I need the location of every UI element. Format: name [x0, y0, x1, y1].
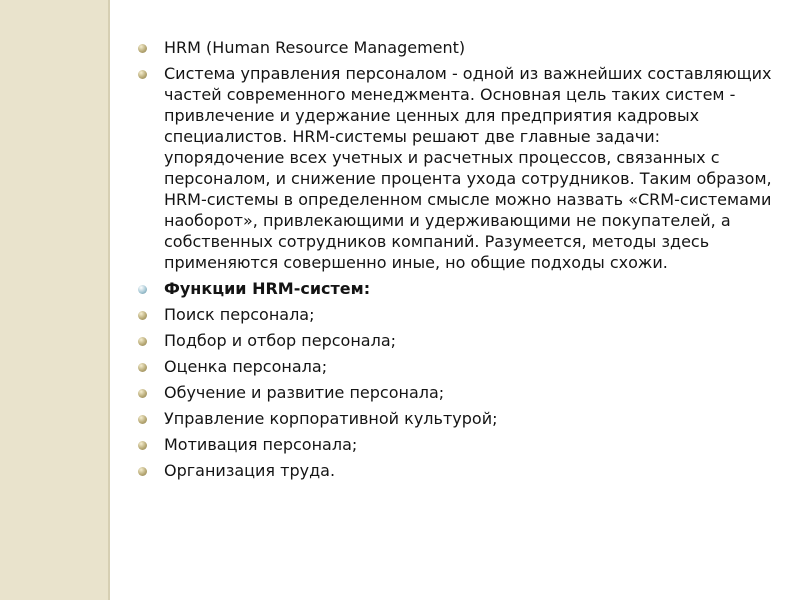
bullet-dot-icon: [138, 467, 147, 476]
bullet-text: Управление корпоративной культурой;: [164, 409, 498, 428]
bullet-dot-icon: [138, 311, 147, 320]
bullet-item-function: [134, 460, 774, 481]
bullet-text: Функции HRM-систем:: [164, 279, 371, 298]
bullet-item-hrm-title: [134, 37, 774, 58]
bullet-dot-icon: [138, 441, 147, 450]
bullet-text: Поиск персонала;: [164, 305, 315, 324]
bullet-item-description: [134, 63, 774, 273]
bullet-dot-icon: [138, 389, 147, 398]
slide-content: [134, 37, 774, 486]
bullet-text: HRM (Human Resource Management): [164, 38, 466, 57]
bullet-text: Подбор и отбор персонала;: [164, 331, 397, 350]
bullet-item-function: [134, 304, 774, 325]
bullet-dot-icon: [138, 415, 147, 424]
bullet-dot-icon: [138, 363, 147, 372]
bullet-dot-icon: [138, 285, 147, 294]
bullet-text: Оценка персонала;: [164, 357, 328, 376]
bullet-item-function: [134, 434, 774, 455]
bullet-text: Система управления персоналом - одной из важнейших составляющих частей современного менеджмента. Основная цель таких систем - привлечение и удержание ценных для предприятия кадровых специалистов. HRM-системы решают две главные задачи: упорядочение всех учетных и расчетных процессов, связанных с персоналом, и снижение процента ухода сотрудников. Таким образом, HRM-системы в определенном смысле можно назвать «CRM-системами наоборот», привлекающими и удерживающими не покупателей, а собственных сотрудников компаний. Разумеется, методы здесь применяются совершенно иные, но общие подходы схожи.: [164, 64, 772, 272]
bullet-item-function: [134, 408, 774, 429]
bullet-text: Организация труда.: [164, 461, 336, 480]
bullet-text: Мотивация персонала;: [164, 435, 358, 454]
bullet-item-function: [134, 356, 774, 377]
bullet-list: [134, 37, 774, 481]
bullet-item-function: [134, 382, 774, 403]
bullet-dot-icon: [138, 70, 147, 79]
bullet-item-function: [134, 330, 774, 351]
bullet-dot-icon: [138, 44, 147, 53]
bullet-dot-icon: [138, 337, 147, 346]
bullet-item-functions-heading: [134, 278, 774, 299]
slide-sidebar-band: [0, 0, 110, 600]
bullet-text: Обучение и развитие персонала;: [164, 383, 445, 402]
